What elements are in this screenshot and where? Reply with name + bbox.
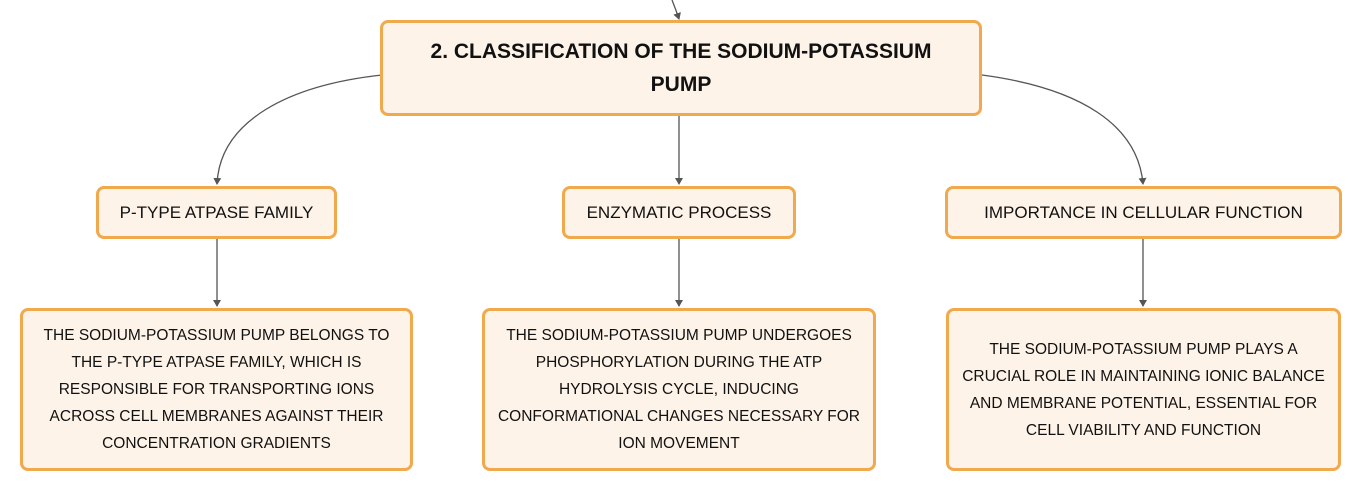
branch-node-enzymatic-process[interactable]	[562, 186, 796, 239]
detail-node-text: THE SODIUM-POTASSIUM PUMP BELONGS TO THE P-TYPE ATPASE FAMILY, WHICH IS RESPONSIBLE FOR TRANSPORTING IONS ACROSS CELL MEMBRANES AGAINST THEIR CONCENTRATION GRADIENTS	[43, 327, 390, 452]
branch-node-p-type-atpase-family[interactable]	[96, 186, 337, 239]
detail-node-importance-in-cellular-function[interactable]	[946, 308, 1341, 471]
branch-node-label: IMPORTANCE IN CELLULAR FUNCTION	[984, 202, 1303, 222]
detail-node-text: THE SODIUM-POTASSIUM PUMP PLAYS A CRUCIAL ROLE IN MAINTAINING IONIC BALANCE AND MEMBRANE POTENTIAL, ESSENTIAL FOR CELL VIABILITY AND FUNCTION	[962, 340, 1325, 439]
branch-node-label: P-TYPE ATPASE FAMILY	[119, 202, 314, 222]
detail-node-enzymatic-process[interactable]	[482, 308, 876, 471]
root-node-title: 2. CLASSIFICATION OF THE SODIUM-POTASSIUM PUMP	[430, 40, 932, 96]
detail-node-text: THE SODIUM-POTASSIUM PUMP UNDERGOES PHOSPHORYLATION DURING THE ATP HYDROLYSIS CYCLE, INDUCING CONFORMATIONAL CHANGES NECESSARY FOR ION MOVEMENT	[497, 327, 860, 452]
branch-node-importance-in-cellular-function[interactable]	[945, 186, 1342, 239]
branch-node-label: ENZYMATIC PROCESS	[586, 202, 772, 222]
connector-root-to-importance	[982, 75, 1143, 184]
root-node[interactable]	[380, 20, 982, 116]
incoming-connector	[672, 0, 679, 19]
detail-node-p-type-atpase-family[interactable]	[20, 308, 413, 471]
connector-root-to-p-type	[217, 75, 382, 184]
